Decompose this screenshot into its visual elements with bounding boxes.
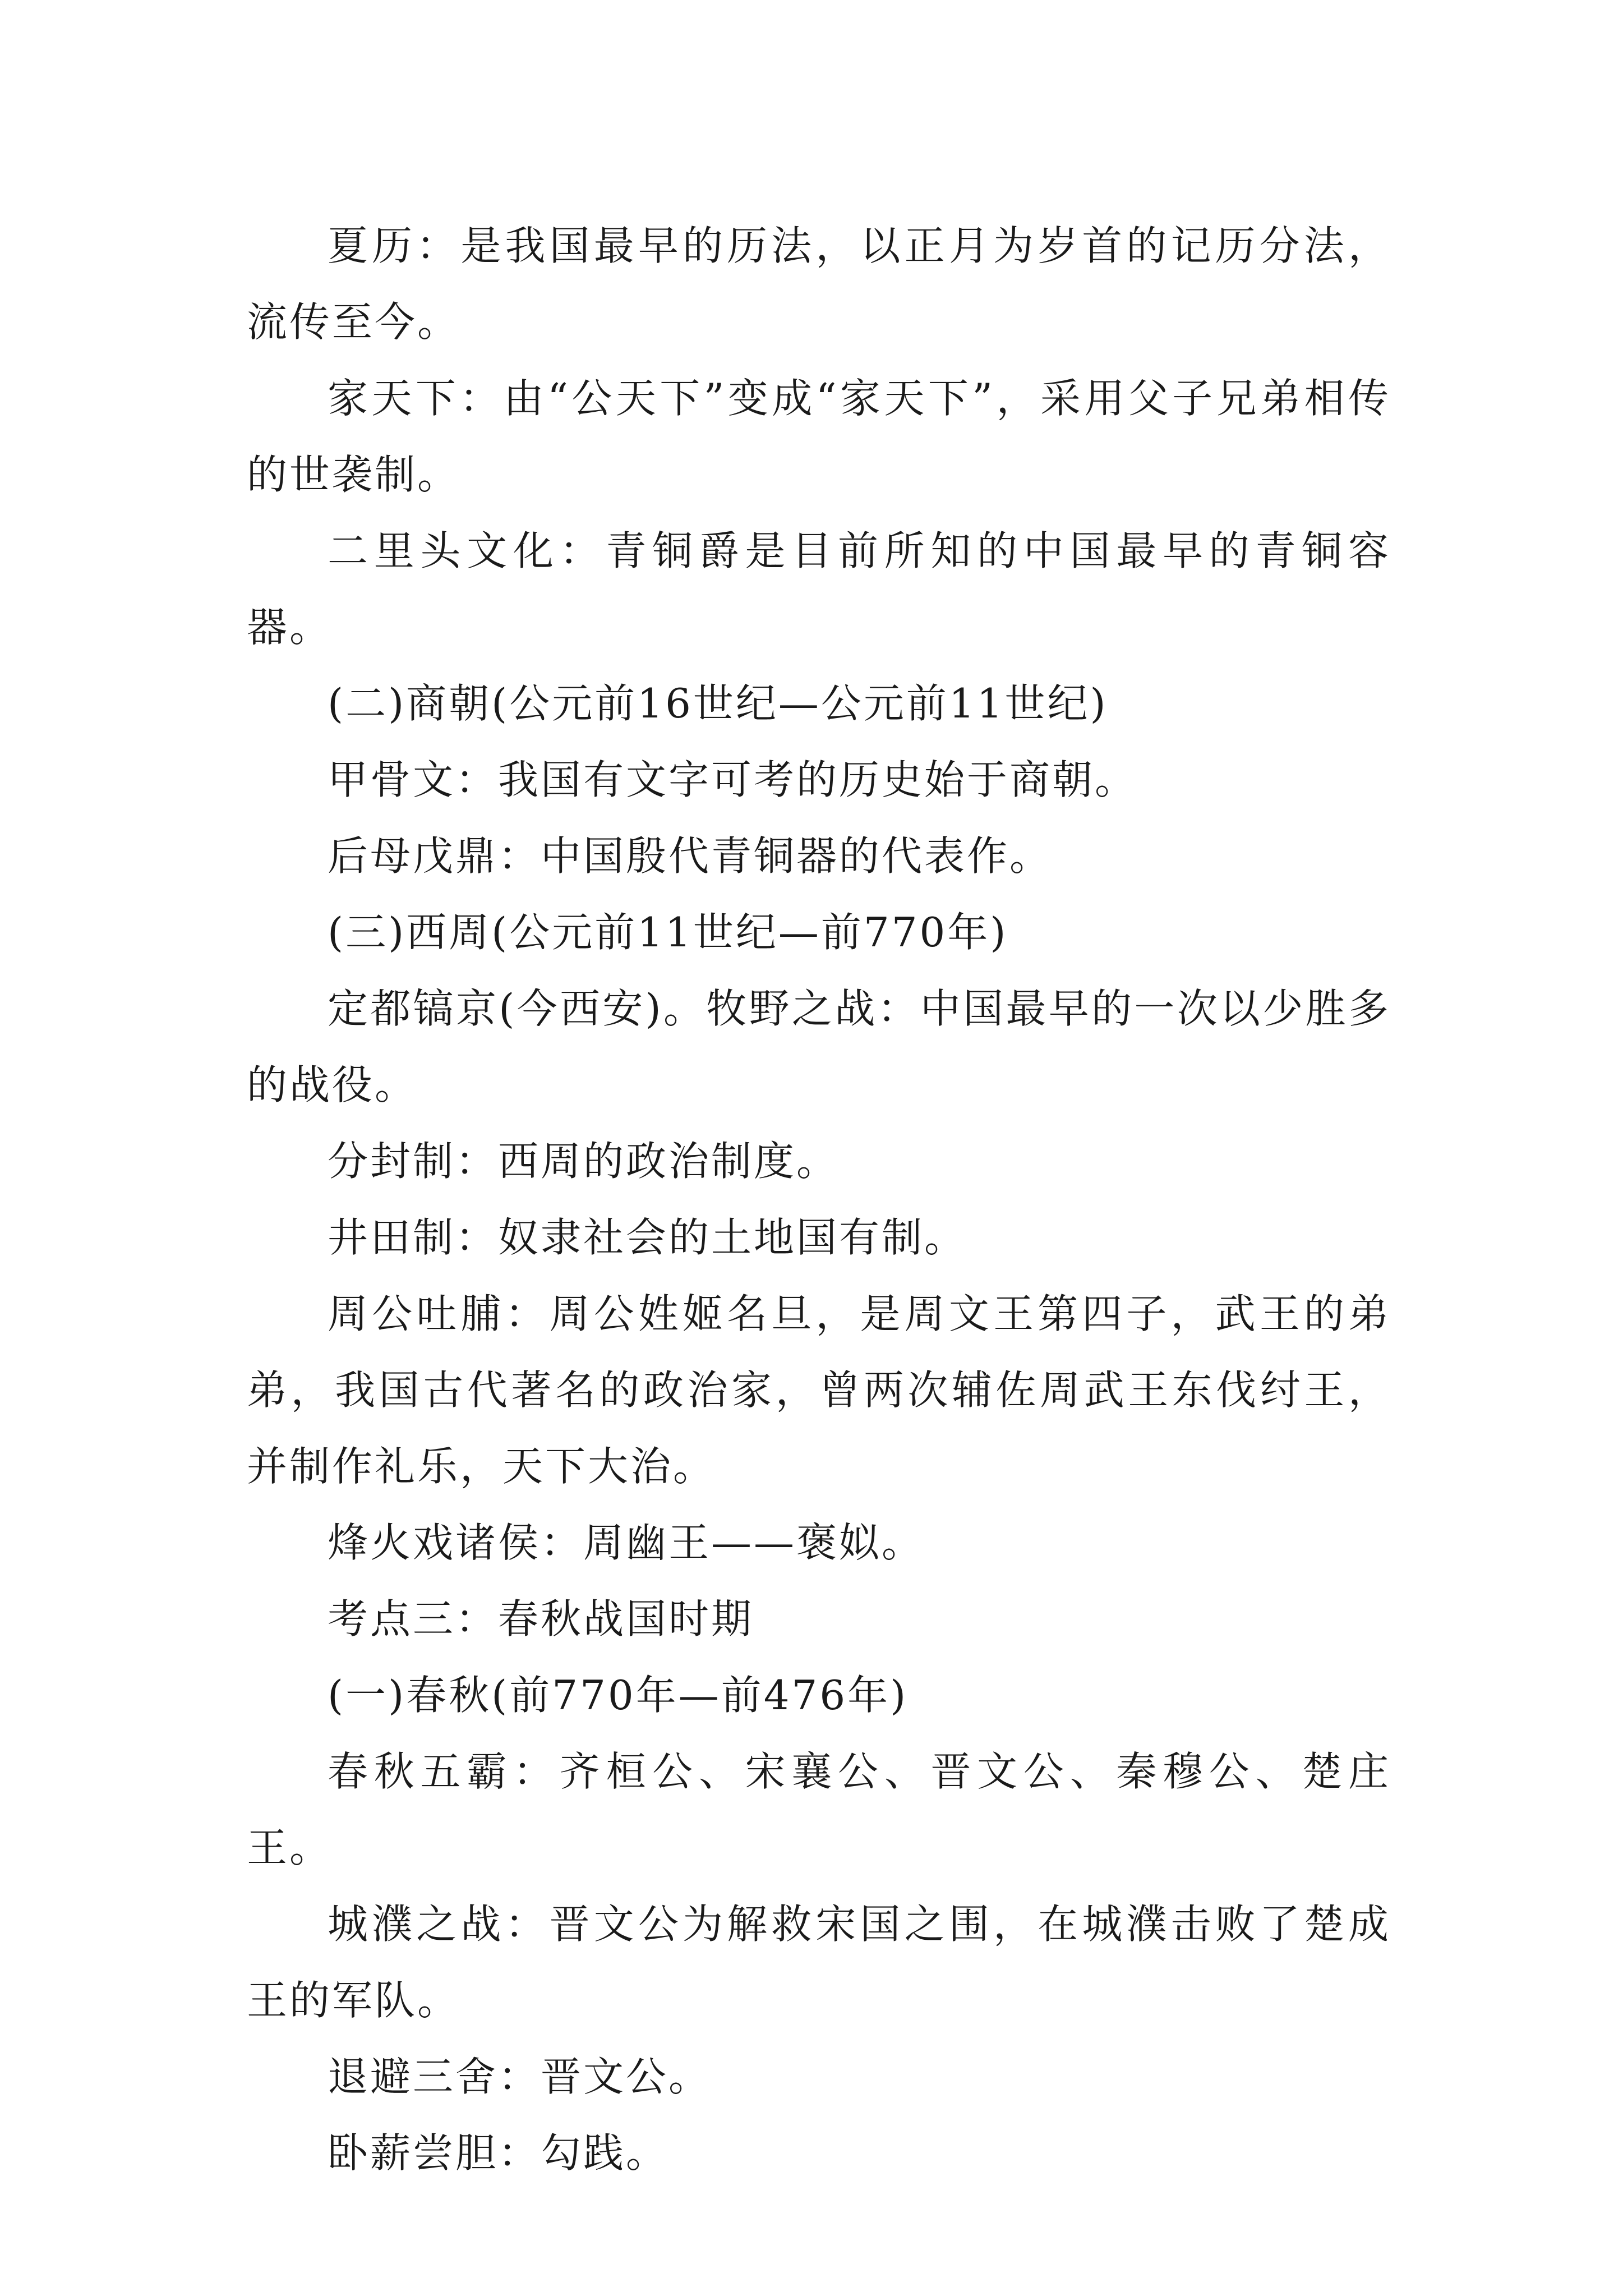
paragraph-houmuwu-ding: 后母戊鼎：中国殷代青铜器的代表作。 xyxy=(328,832,1053,880)
paragraph-jingtian: 井田制：奴隶社会的土地国有制。 xyxy=(328,1214,967,1261)
paragraph-duke-zhou: 周公吐脯：周公姓姬名旦，是周文王第四子，武王的弟弟，我国古代著名的政治家，曾两次辅佐周武王东伐纣王，并制作礼乐，天下大治。 xyxy=(247,1290,1391,1490)
heading-exam-point-three: 考点三：春秋战国时期 xyxy=(328,1595,754,1642)
heading-western-zhou: (三)西周(公元前11世纪—前770年) xyxy=(328,909,1008,956)
paragraph-family-rule: 家天下：由“公天下”变成“家天下”，采用父子兄弟相传的世袭制。 xyxy=(247,375,1391,498)
paragraph-oracle-bone: 甲骨文：我国有文字可考的历史始于商朝。 xyxy=(328,756,1138,803)
paragraph-goujian: 卧薪尝胆：勾践。 xyxy=(328,2129,669,2177)
paragraph-retreat-three: 退避三舍：晋文公。 xyxy=(328,2053,712,2100)
paragraph-erlitou-culture: 二里头文化：青铜爵是目前所知的中国最早的青铜容器。 xyxy=(247,527,1391,651)
paragraph-fengjian: 分封制：西周的政治制度。 xyxy=(328,1138,840,1185)
paragraph-haojing-muye: 定都镐京(今西安)。牧野之战：中国最早的一次以少胜多的战役。 xyxy=(247,985,1391,1108)
heading-shang-dynasty: (二)商朝(公元前16世纪—公元前11世纪) xyxy=(328,680,1108,727)
paragraph-beacon-fire: 烽火戏诸侯：周幽王——褒姒。 xyxy=(328,1519,925,1566)
paragraph-xia-calendar: 夏历：是我国最早的历法，以正月为岁首的记历分法，流传至今。 xyxy=(247,222,1391,346)
heading-spring-autumn: (一)春秋(前770年—前476年) xyxy=(328,1672,909,1719)
paragraph-chengpu-battle: 城濮之战：晋文公为解救宋国之围，在城濮击败了楚成王的军队。 xyxy=(247,1901,1391,2024)
paragraph-five-hegemons: 春秋五霸：齐桓公、宋襄公、晋文公、秦穆公、楚庄王。 xyxy=(247,1748,1391,1871)
document-body xyxy=(247,208,1391,2191)
